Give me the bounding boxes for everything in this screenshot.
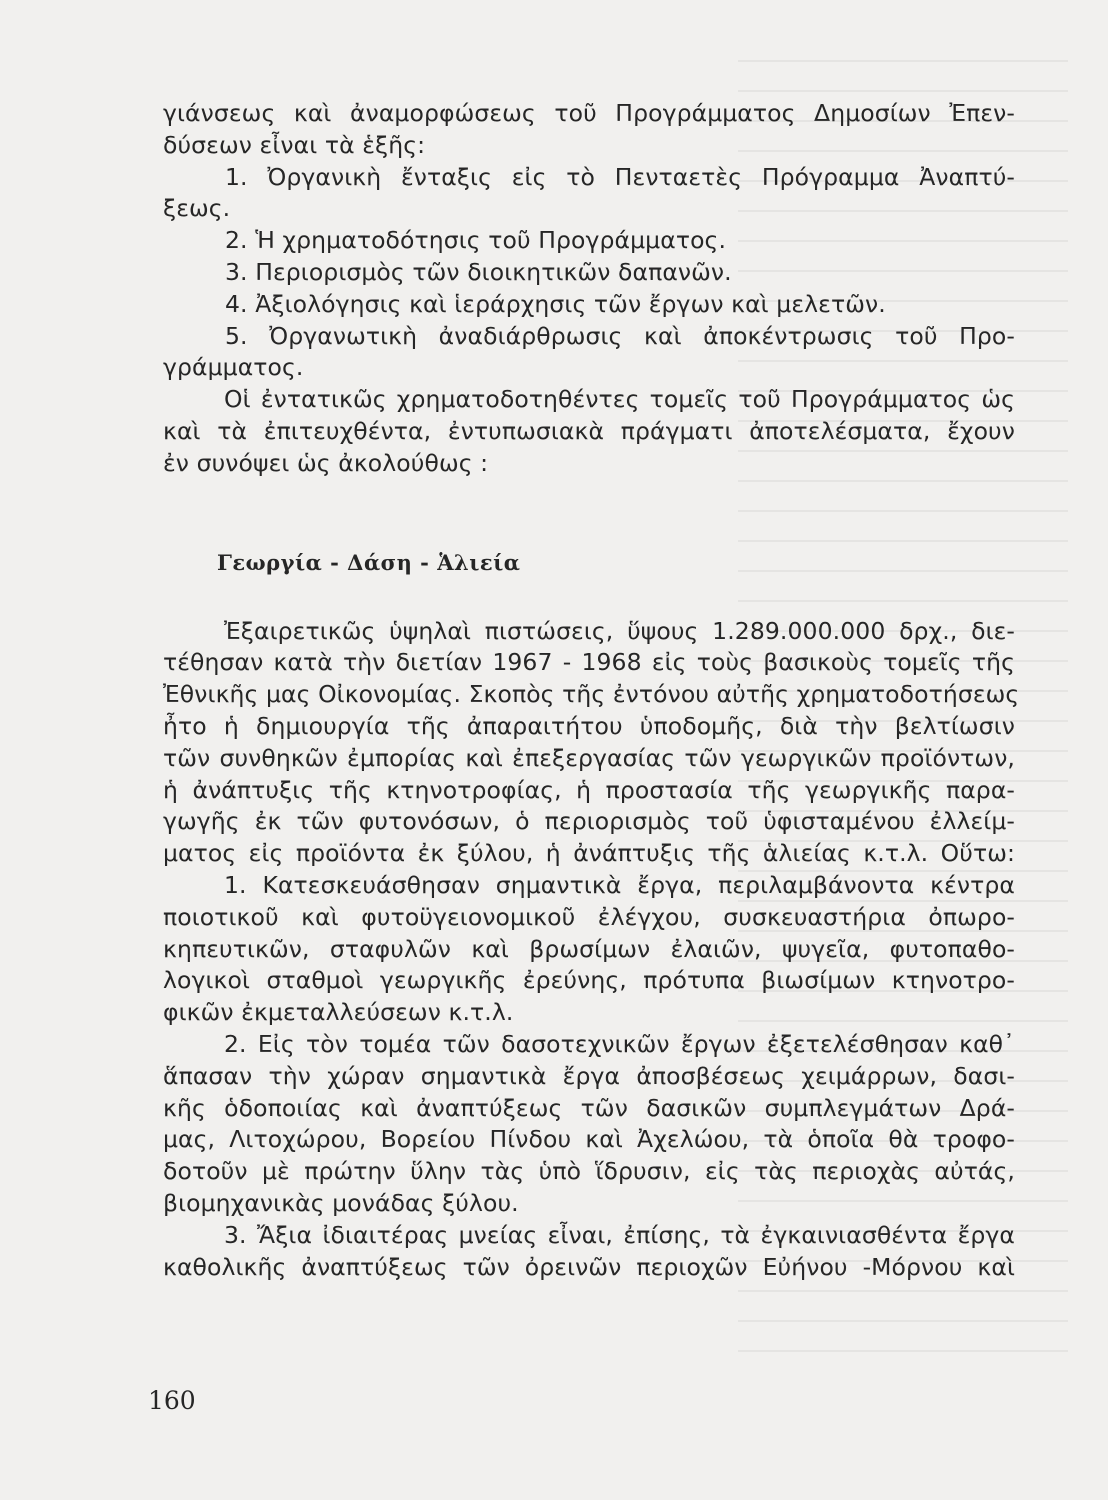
text-line: καθολικῆς ἀναπτύξεως τῶν ὀρεινῶν περιοχῶν Εὐήνου -Μόρνου καὶ [163,1252,1015,1281]
measures-list [163,162,1015,385]
text-line: λογικοὶ σταθμοὶ γεωργικῆς ἐρεύνης, πρότυπα βιωσίμων κτηνοτρο- [163,966,1015,995]
book-page [163,98,1020,1283]
section-heading: Γεωργία - Δάση - Ἁλιεία [217,549,521,575]
text-line: 3. Ἄξια ἰδιαιτέρας μνείας εἶναι, ἐπίσης, τὰ ἐγκαινιασθέντα ἔργα [224,1220,1015,1249]
list-item: 1. Ὀργανικὴ ἔνταξις εἰς τὸ Πενταετὲς Πρόγραμμα Ἀναπτύ- [225,162,1015,191]
text-line: Ἐθνικῆς μας Οἰκονομίας. Σκοπὸς τῆς ἐντόνου αὐτῆς χρηματοδοτήσεως [163,680,1020,709]
text-line: γωγῆς ἐκ τῶν φυτονόσων, ὁ περιορισμὸς τοῦ ὑφισταμένου ἐλλείμ- [163,807,1015,836]
text-line: γιάνσεως καὶ ἀναμορφώσεως τοῦ Προγράμματος Δημοσίων Ἐπεν- [163,99,1015,127]
item-2-paragraph [163,1029,1015,1220]
list-item-continuation: γράμματος. [163,353,304,382]
page-number: 160 [148,1386,196,1415]
text-line: Ἐξαιρετικῶς ὑψηλαὶ πιστώσεις, ὕψους 1.289.000.000 δρχ., διε- [224,616,1015,645]
text-line: βιομηχανικὰς μονάδας ξύλου. [163,1188,519,1217]
text-line: δοτοῦν μὲ πρώτην ὕλην τὰς ὑπὸ ἵδρυσιν, εἰς τὰς περιοχὰς αὐτάς, [163,1157,1015,1186]
text-line: ἅπασαν τὴν χώραν σημαντικὰ ἔργα ἀποσβέσεως χειμάρρων, δασι- [163,1061,1015,1090]
text-line: 1. Κατεσκευάσθησαν σημαντικὰ ἔργα, περιλαμβάνοντα κέντρα [224,870,1015,899]
text-line: ἡ ἀνάπτυξις τῆς κτηνοτροφίας, ἡ προστασία τῆς γεωργικῆς παρα- [163,775,1015,804]
text-line: Οἱ ἐντατικῶς χρηματοδοτηθέντες τομεῖς τοῦ Προγράμματος ὡς [224,385,1015,414]
list-item: 5. Ὀργανωτικὴ ἀναδιάρθρωσις καὶ ἀποκέντρωσις τοῦ Προ- [225,321,1015,350]
text-line: κῆς ὁδοποιίας καὶ ἀναπτύξεως τῶν δασικῶν συμπλεγμάτων Δρά- [163,1093,1015,1122]
text-line: κηπευτικῶν, σταφυλῶν καὶ βρωσίμων ἐλαιῶν, ψυγεῖα, φυτοπαθο- [163,934,1015,963]
text-line: τῶν συνθηκῶν ἐμπορίας καὶ ἐπεξεργασίας τῶν γεωργικῶν προϊόντων, [163,743,1015,772]
text-line: δύσεων εἶναι τὰ ἑξῆς: [163,130,426,159]
item-1-paragraph [163,870,1015,1029]
list-item: 2. Ἡ χρηματοδότησις τοῦ Προγράμματος. [225,226,727,255]
list-item: 3. Περιορισμὸς τῶν διοικητικῶν δαπανῶν. [225,257,732,286]
text-line: φικῶν ἐκμεταλλεύσεων κ.τ.λ. [163,998,514,1027]
sectors-paragraph [163,384,1015,479]
text-line: μας, Λιτοχώρου, Βορείου Πίνδου καὶ Ἀχελώου, τὰ ὁποῖα θὰ τροφο- [163,1125,1015,1154]
text-line: ματος εἰς προϊόντα ἐκ ξύλου, ἡ ἀνάπτυξις τῆς ἁλιείας κ.τ.λ. Οὕτω: [163,839,1015,868]
intro-paragraph [163,98,1015,162]
list-item-continuation: ξεως. [163,194,231,223]
text-line: ἐν συνόψει ὡς ἀκολούθως : [163,448,489,477]
text-line: 2. Εἰς τὸν τομέα τῶν δασοτεχνικῶν ἔργων ἐξετελέσθησαν καθ᾽ [224,1029,1015,1058]
text-line: καὶ τὰ ἐπιτευχθέντα, ἐντυπωσιακὰ πράγματι ἀποτελέσματα, ἔχουν [163,416,1015,445]
text-line: ἦτο ἡ δημιουργία τῆς ἀπαραιτήτου ὑποδομῆς, διὰ τὴν βελτίωσιν [163,711,1015,740]
list-item: 4. Ἀξιολόγησις καὶ ἱεράρχησις τῶν ἔργων καὶ μελετῶν. [225,289,886,318]
item-3-paragraph [163,1220,1015,1284]
credits-paragraph [163,616,1020,870]
text-line: ποιοτικοῦ καὶ φυτοϋγειονομικοῦ ἐλέγχου, συσκευαστήρια ὀπωρο- [163,902,1015,931]
text-line: τέθησαν κατὰ τὴν διετίαν 1967 - 1968 εἰς τοὺς βασικοὺς τομεῖς τῆς [163,648,1015,677]
